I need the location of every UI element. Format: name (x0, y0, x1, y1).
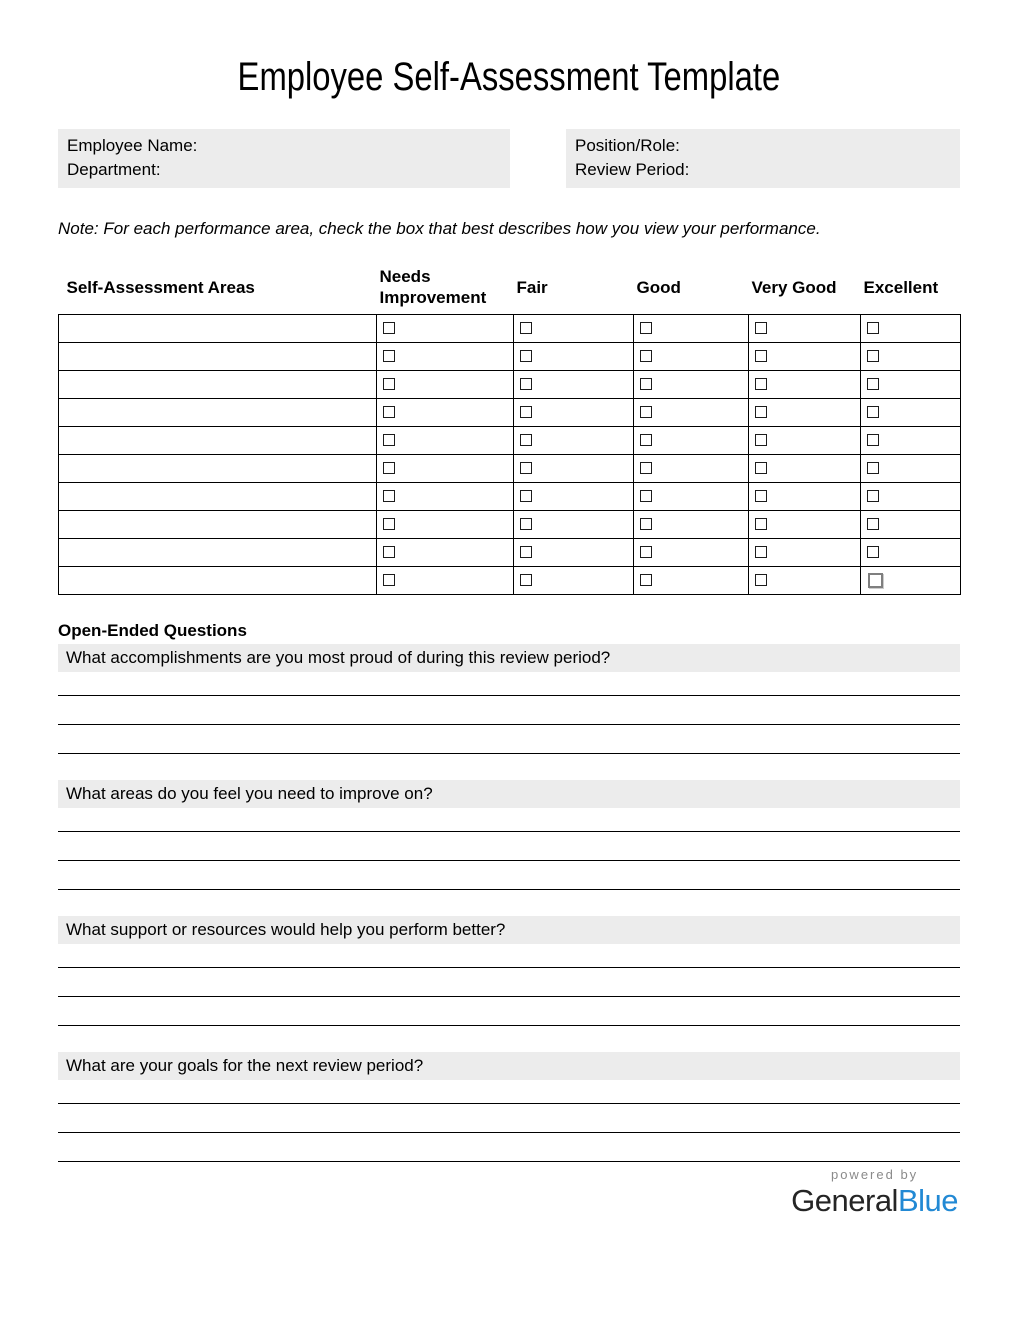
page-title: Employee Self-Assessment Template (237, 55, 781, 99)
rating-cell-good (634, 343, 749, 371)
checkbox-fair[interactable] (520, 434, 532, 446)
rating-cell-excellent (861, 427, 961, 455)
rating-cell-very-good (749, 399, 861, 427)
rating-cell-excellent (861, 399, 961, 427)
answer-lines (58, 1080, 960, 1162)
rating-cell-fair (514, 567, 634, 595)
checkbox-very-good[interactable] (755, 322, 767, 334)
checkbox-excellent[interactable] (867, 490, 879, 502)
table-row (59, 455, 961, 483)
checkbox-good[interactable] (640, 350, 652, 362)
table-row (59, 399, 961, 427)
checkbox-needs-improvement[interactable] (383, 518, 395, 530)
brand-wordmark (791, 1183, 958, 1219)
rating-cell-good (634, 371, 749, 399)
assessment-area-cell[interactable] (59, 343, 377, 371)
employee-name-label: Employee Name: (67, 136, 198, 155)
column-header-self-assessment-areas: Self-Assessment Areas (66, 277, 255, 297)
rating-cell-good (634, 427, 749, 455)
question-bar: What accomplishments are you most proud of during this review period? (58, 644, 960, 672)
position-role-label: Position/Role: (575, 136, 680, 155)
checkbox-needs-improvement[interactable] (383, 434, 395, 446)
checkbox-very-good[interactable] (755, 350, 767, 362)
rating-cell-fair (514, 427, 634, 455)
rating-cell-very-good (749, 483, 861, 511)
checkbox-fair[interactable] (520, 378, 532, 390)
assessment-area-cell[interactable] (59, 483, 377, 511)
checkbox-good[interactable] (640, 574, 652, 586)
rating-cell-good (634, 567, 749, 595)
rating-cell-fair (514, 539, 634, 567)
rating-cell-needs-improvement (377, 539, 514, 567)
employee-info-box (58, 129, 510, 188)
answer-line[interactable] (58, 696, 960, 725)
checkbox-very-good[interactable] (755, 546, 767, 558)
checkbox-excellent[interactable] (867, 322, 879, 334)
checkbox-excellent[interactable] (867, 378, 879, 390)
department-field[interactable] (67, 158, 501, 182)
rating-cell-needs-improvement (377, 399, 514, 427)
rating-cell-very-good (749, 455, 861, 483)
assessment-area-cell[interactable] (59, 315, 377, 343)
assessment-area-cell[interactable] (59, 427, 377, 455)
rating-cell-needs-improvement (377, 567, 514, 595)
rating-cell-excellent (861, 455, 961, 483)
checkbox-good[interactable] (640, 546, 652, 558)
rating-cell-excellent (861, 567, 961, 595)
rating-cell-needs-improvement (377, 371, 514, 399)
rating-cell-good (634, 511, 749, 539)
answer-line[interactable] (58, 1104, 960, 1133)
employee-name-field[interactable] (67, 134, 501, 158)
rating-cell-excellent (861, 483, 961, 511)
table-row (59, 315, 961, 343)
answer-line[interactable] (58, 997, 960, 1026)
rating-cell-needs-improvement (377, 483, 514, 511)
table-row (59, 511, 961, 539)
rating-cell-fair (514, 483, 634, 511)
checkbox-excellent[interactable] (867, 462, 879, 474)
rating-cell-excellent (861, 371, 961, 399)
instruction-note: Note: For each performance area, check the box that best describes how you view your performance. (58, 219, 821, 238)
rating-cell-very-good (749, 315, 861, 343)
rating-cell-fair (514, 343, 634, 371)
rating-cell-very-good (749, 539, 861, 567)
brand-blue-text: Blue (897, 1183, 958, 1218)
column-header-needs-improvement: Needs Improvement (379, 267, 487, 307)
checkbox-good[interactable] (640, 462, 652, 474)
checkbox-needs-improvement[interactable] (383, 350, 395, 362)
checkbox-fair[interactable] (520, 490, 532, 502)
checkbox-very-good[interactable] (755, 518, 767, 530)
rating-cell-needs-improvement (377, 315, 514, 343)
department-label: Department: (67, 160, 161, 179)
checkbox-good[interactable] (640, 490, 652, 502)
answer-line[interactable] (58, 672, 960, 696)
checkbox-very-good[interactable] (755, 406, 767, 418)
checkbox-good[interactable] (640, 378, 652, 390)
answer-line[interactable] (58, 861, 960, 890)
question-bar: What support or resources would help you perform better? (58, 916, 960, 944)
answer-line[interactable] (58, 1080, 960, 1104)
checkbox-very-good[interactable] (755, 462, 767, 474)
review-period-field[interactable] (575, 158, 951, 182)
answer-line[interactable] (58, 725, 960, 754)
assessment-area-cell[interactable] (59, 455, 377, 483)
rating-cell-good (634, 539, 749, 567)
question-section-improve (58, 780, 960, 890)
question-section-goals (58, 1052, 960, 1162)
checkbox-very-good[interactable] (755, 378, 767, 390)
rating-cell-good (634, 399, 749, 427)
assessment-area-cell[interactable] (59, 371, 377, 399)
column-header-excellent: Excellent (863, 277, 939, 297)
table-row (59, 539, 961, 567)
column-header-fair: Fair (516, 277, 548, 297)
rating-cell-very-good (749, 371, 861, 399)
rating-cell-fair (514, 315, 634, 343)
table-row (59, 371, 961, 399)
rating-cell-very-good (749, 567, 861, 595)
assessment-table-body (59, 315, 961, 595)
checkbox-very-good[interactable] (755, 434, 767, 446)
checkbox-very-good[interactable] (755, 490, 767, 502)
checkbox-needs-improvement[interactable] (383, 406, 395, 418)
title-row (58, 0, 960, 100)
checkbox-excellent[interactable] (867, 406, 879, 418)
table-header-row (59, 266, 961, 315)
info-row (58, 129, 960, 188)
column-header-very-good: Very Good (751, 277, 837, 297)
answer-lines (58, 808, 960, 890)
rating-cell-fair (514, 455, 634, 483)
rating-cell-very-good (749, 427, 861, 455)
general-blue-logo[interactable] (791, 1167, 960, 1219)
checkbox-excellent[interactable] (867, 546, 879, 558)
rating-cell-fair (514, 511, 634, 539)
rating-cell-needs-improvement (377, 343, 514, 371)
open-ended-questions-heading: Open-Ended Questions (58, 621, 247, 640)
checkbox-fair[interactable] (520, 574, 532, 586)
checkbox-very-good[interactable] (755, 574, 767, 586)
question-section-support (58, 916, 960, 1026)
answer-line[interactable] (58, 832, 960, 861)
question-bar: What areas do you feel you need to improve on? (58, 780, 960, 808)
checkbox-needs-improvement[interactable] (383, 378, 395, 390)
rating-cell-needs-improvement (377, 511, 514, 539)
checkbox-excellent[interactable] (868, 573, 883, 588)
checkbox-good[interactable] (640, 406, 652, 418)
rating-cell-fair (514, 371, 634, 399)
column-header-good: Good (636, 277, 681, 297)
checkbox-fair[interactable] (520, 546, 532, 558)
answer-lines (58, 944, 960, 1026)
rating-cell-excellent (861, 539, 961, 567)
rating-cell-very-good (749, 343, 861, 371)
checkbox-fair[interactable] (520, 518, 532, 530)
checkbox-needs-improvement[interactable] (383, 546, 395, 558)
assessment-area-cell[interactable] (59, 567, 377, 595)
checkbox-needs-improvement[interactable] (383, 462, 395, 474)
rating-cell-fair (514, 399, 634, 427)
position-info-box (566, 129, 960, 188)
checkbox-needs-improvement[interactable] (383, 490, 395, 502)
rating-cell-good (634, 455, 749, 483)
rating-cell-needs-improvement (377, 427, 514, 455)
rating-cell-excellent (861, 315, 961, 343)
brand-general-text: General (791, 1183, 898, 1218)
answer-lines (58, 672, 960, 754)
rating-cell-excellent (861, 511, 961, 539)
checkbox-fair[interactable] (520, 406, 532, 418)
self-assessment-table (58, 266, 961, 595)
checkbox-excellent[interactable] (867, 350, 879, 362)
rating-cell-good (634, 315, 749, 343)
answer-line[interactable] (58, 1133, 960, 1162)
checkbox-fair[interactable] (520, 322, 532, 334)
answer-line[interactable] (58, 944, 960, 968)
answer-line[interactable] (58, 968, 960, 997)
checkbox-excellent[interactable] (867, 434, 879, 446)
checkbox-good[interactable] (640, 434, 652, 446)
table-row (59, 427, 961, 455)
answer-line[interactable] (58, 808, 960, 832)
rating-cell-good (634, 483, 749, 511)
checkbox-needs-improvement[interactable] (383, 322, 395, 334)
footer (58, 1167, 960, 1219)
rating-cell-very-good (749, 511, 861, 539)
checkbox-fair[interactable] (520, 462, 532, 474)
question-section-accomplishments (58, 644, 960, 754)
rating-cell-needs-improvement (377, 455, 514, 483)
checkbox-fair[interactable] (520, 350, 532, 362)
checkbox-excellent[interactable] (867, 518, 879, 530)
rating-cell-excellent (861, 343, 961, 371)
table-row (59, 343, 961, 371)
checkbox-needs-improvement[interactable] (383, 574, 395, 586)
review-period-label: Review Period: (575, 160, 690, 179)
position-role-field[interactable] (575, 134, 951, 158)
powered-by-text: powered by (830, 1167, 919, 1182)
table-row (59, 567, 961, 595)
assessment-area-cell[interactable] (59, 539, 377, 567)
assessment-area-cell[interactable] (59, 511, 377, 539)
question-bar: What are your goals for the next review period? (58, 1052, 960, 1080)
checkbox-good[interactable] (640, 518, 652, 530)
table-row (59, 483, 961, 511)
assessment-area-cell[interactable] (59, 399, 377, 427)
checkbox-good[interactable] (640, 322, 652, 334)
